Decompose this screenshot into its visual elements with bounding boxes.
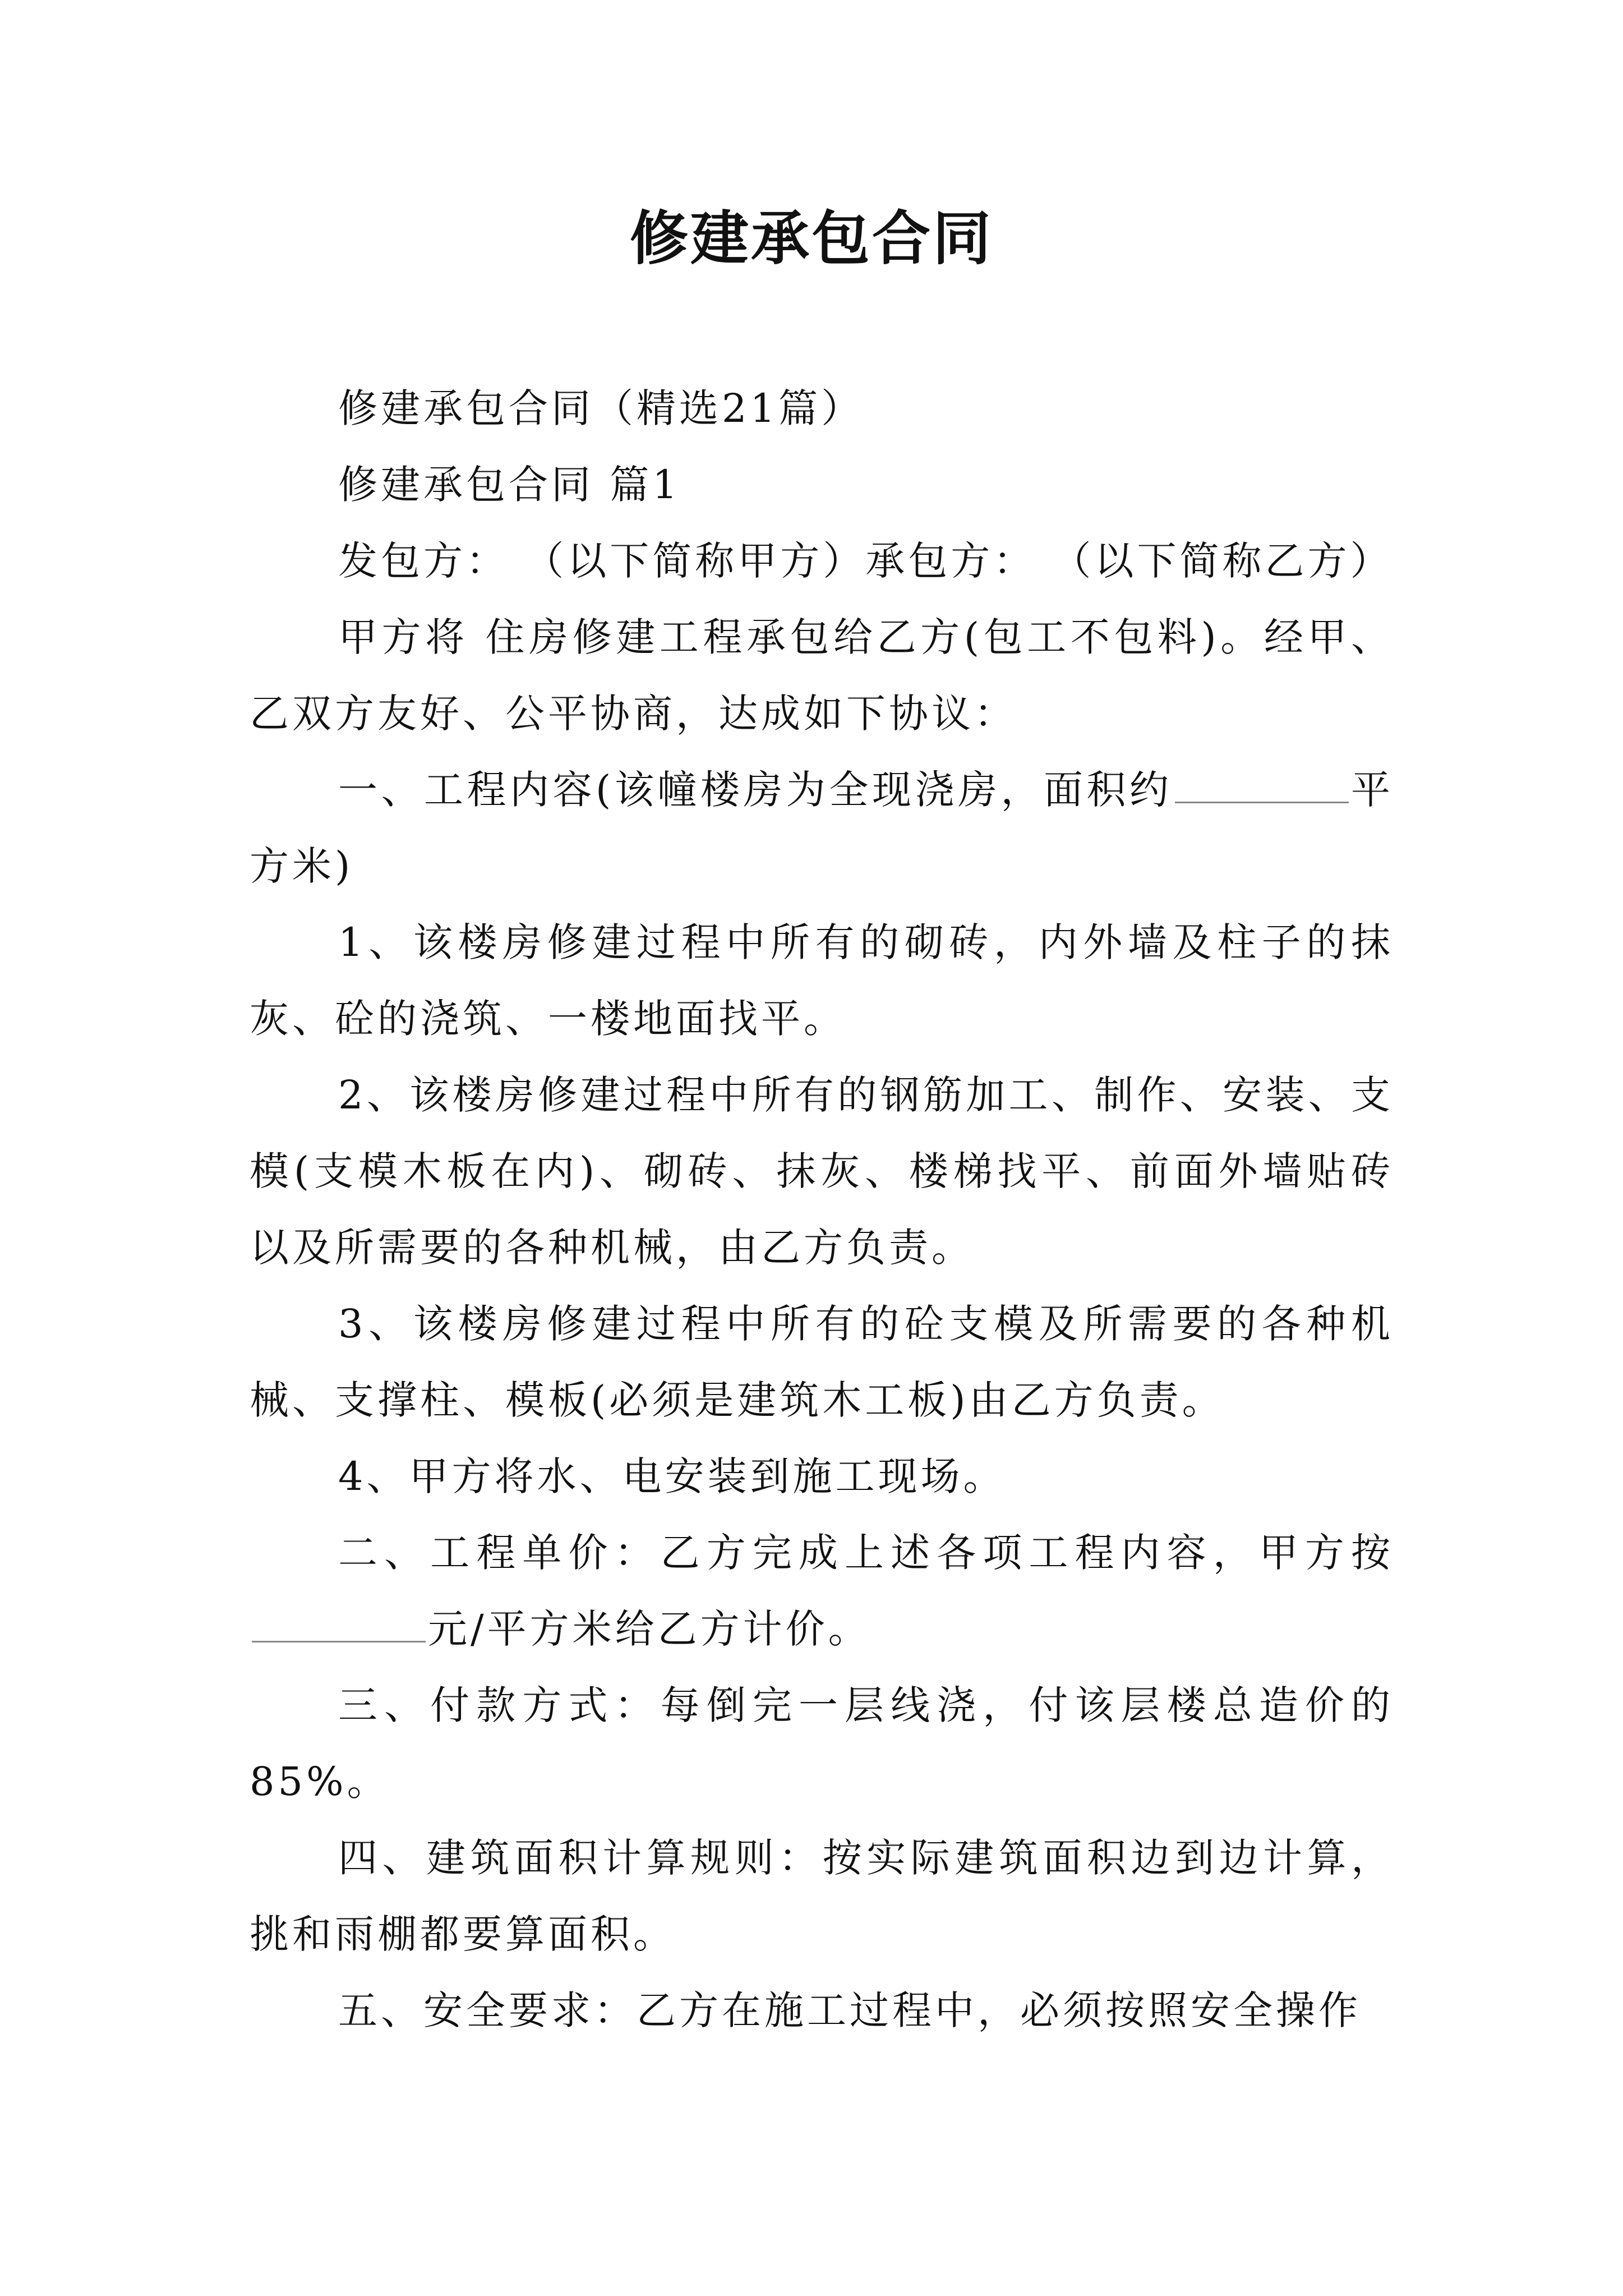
paragraph-clause-1 bbox=[250, 752, 1394, 904]
paragraph-item-4: 4、甲方将水、电安装到施工现场。 bbox=[338, 1453, 1006, 1499]
document-body bbox=[250, 370, 1394, 2049]
paragraph-intro: 甲方将 住房修建工程承包给乙方(包工不包料)。经甲、乙双方友好、公平协商，达成如下协议： bbox=[250, 614, 1394, 737]
paragraph-item-3: 3、该楼房修建过程中所有的砼支模及所需要的各种机械、支撑柱、模板(必须是建筑木工板)由乙方负责。 bbox=[250, 1301, 1394, 1423]
paragraph-clause-3: 三、付款方式：每倒完一层线浇，付该层楼总造价的85%。 bbox=[250, 1682, 1394, 1805]
area-blank-line bbox=[1175, 754, 1349, 803]
paragraph-clause-4: 四、建筑面积计算规则：按实际建筑面积边到边计算，挑和雨棚都要算面积。 bbox=[250, 1835, 1394, 1957]
price-blank-line bbox=[252, 1594, 426, 1642]
clause-1-text-before: 一、工程内容(该幢楼房为全现浇房，面积约 bbox=[338, 767, 1173, 813]
paragraph-item-1: 1、该楼房修建过程中所有的砌砖，内外墙及柱子的抹灰、砼的浇筑、一楼地面找平。 bbox=[250, 919, 1394, 1042]
clause-1-text-after: 平方米) bbox=[250, 767, 1394, 889]
paragraph-subtitle: 修建承包合同（精选21篇） bbox=[338, 385, 864, 431]
paragraph-clause-2 bbox=[250, 1515, 1394, 1667]
paragraph-section-heading: 修建承包合同 篇1 bbox=[338, 462, 681, 508]
document-title: 修建承包合同 bbox=[629, 204, 993, 273]
paragraph-clause-5: 五、安全要求：乙方在施工过程中，必须按照安全操作 bbox=[338, 1987, 1361, 2033]
paragraph-item-2: 2、该楼房修建过程中所有的钢筋加工、制作、安装、支模(支模木板在内)、砌砖、抹灰、楼梯找平、前面外墙贴砖以及所需要的各种机械，由乙方负责。 bbox=[250, 1072, 1394, 1271]
clause-2-text-before: 二、工程单价：乙方完成上述各项工程内容，甲方按 bbox=[338, 1530, 1394, 1576]
paragraph-parties: 发包方： （以下简称甲方）承包方： （以下简称乙方） bbox=[338, 538, 1393, 584]
clause-2-text-after: 元/平方米给乙方计价。 bbox=[428, 1606, 871, 1652]
